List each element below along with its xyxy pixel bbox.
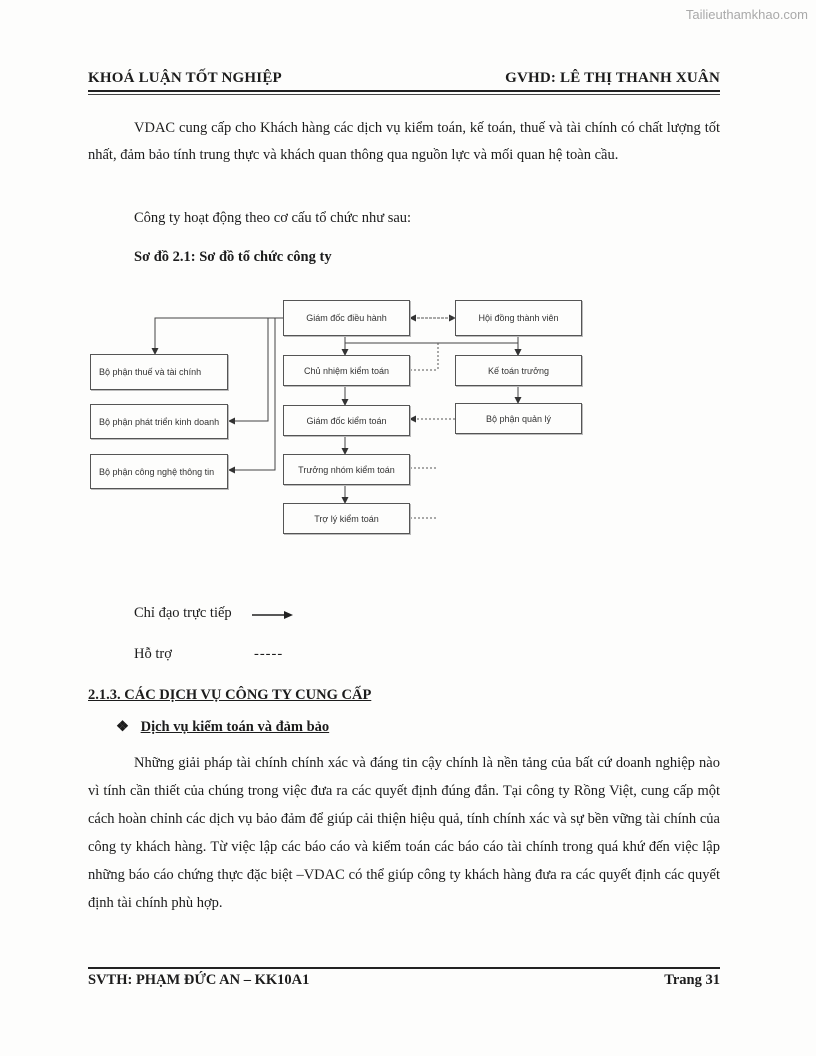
legend-direct-arrow-icon (250, 608, 295, 622)
diagram-caption: Sơ đồ 2.1: Sơ đồ tổ chức công ty (134, 249, 332, 265)
legend-support-label: Hỗ trợ (134, 646, 172, 662)
line-to-thue (155, 318, 283, 354)
line-to-phat-trien (229, 318, 268, 421)
node-bo-phan-phat-trien: Bộ phận phát triển kinh doanh (90, 404, 228, 439)
node-chu-nhiem-kiem-toan: Chủ nhiệm kiểm toán (283, 355, 410, 386)
paragraph-intro: VDAC cung cấp cho Khách hàng các dịch vụ kiểm toán, kế toán, thuế và tài chính có chất lượng tốt nhất, đảm bảo tính trung thực và khách quan thông qua nguồn lực và mối quan hệ toàn cầu. (88, 120, 720, 163)
section-title: 2.1.3. CÁC DỊCH VỤ CÔNG TY CUNG CẤP (88, 687, 372, 703)
subsection-heading (116, 719, 329, 736)
node-bo-phan-quan-ly: Bộ phận quản lý (455, 403, 582, 434)
line-gddh-ktt (345, 343, 518, 355)
subsection-title: Dịch vụ kiểm toán và đảm bảo (140, 719, 330, 735)
legend-support (134, 646, 172, 663)
page-number: Trang 31 (664, 972, 720, 988)
footer-left: SVTH: PHẠM ĐỨC AN – KK10A1 (88, 972, 310, 988)
node-giam-doc-dieu-hanh: Giám đốc điều hành (283, 300, 410, 336)
node-ke-toan-truong: Kế toán trưởng (455, 355, 582, 386)
node-bo-phan-thue: Bộ phận thuế và tài chính (90, 354, 228, 390)
header-left: KHOÁ LUẬN TỐT NGHIỆP (88, 70, 282, 86)
paragraph-structure: Công ty hoạt động theo cơ cấu tổ chức như sau: (134, 210, 412, 226)
section-body: Những giải pháp tài chính chính xác và đáng tin cậy chính là nền tảng của bất cứ doanh nghiệp nào vì tính cần thiết của chúng trong việc đưa ra các quyết định đúng đắn. Tại công ty Rồng Việt, cung cấp một cách hoàn chỉnh các dịch vụ bảo đảm để giúp cải thiện hiệu quả, tính chính xác và sự bền vững tài chính của công ty khách hàng. Từ việc lập các báo cáo và kiểm toán các báo cáo tài chính trong quá khứ đến việc lập những báo cáo chứng thực đặc biệt –VDAC có thể giúp công ty khách hàng đưa ra các quyết định các quyết định tài chính phù hợp. (88, 755, 720, 911)
node-truong-nhom-kiem-toan: Trưởng nhóm kiểm toán (283, 454, 410, 485)
watermark: Tailieuthamkhao.com (685, 7, 808, 22)
node-giam-doc-kiem-toan: Giám đốc kiểm toán (283, 405, 410, 436)
legend-direct-label: Chỉ đạo trực tiếp (134, 605, 232, 621)
header-right: GVHD: LÊ THỊ THANH XUÂN (505, 70, 720, 86)
legend-direct (134, 605, 232, 622)
node-bo-phan-cong-nghe: Bộ phận công nghệ thông tin (90, 454, 228, 489)
footer-rule (88, 967, 720, 969)
legend-support-symbol: ----- (254, 646, 284, 662)
node-hoi-dong-thanh-vien: Hội đồng thành viên (455, 300, 582, 336)
node-tro-ly-kiem-toan: Trợ lý kiểm toán (283, 503, 410, 534)
diamond-bullet-icon: ❖ (116, 719, 129, 735)
